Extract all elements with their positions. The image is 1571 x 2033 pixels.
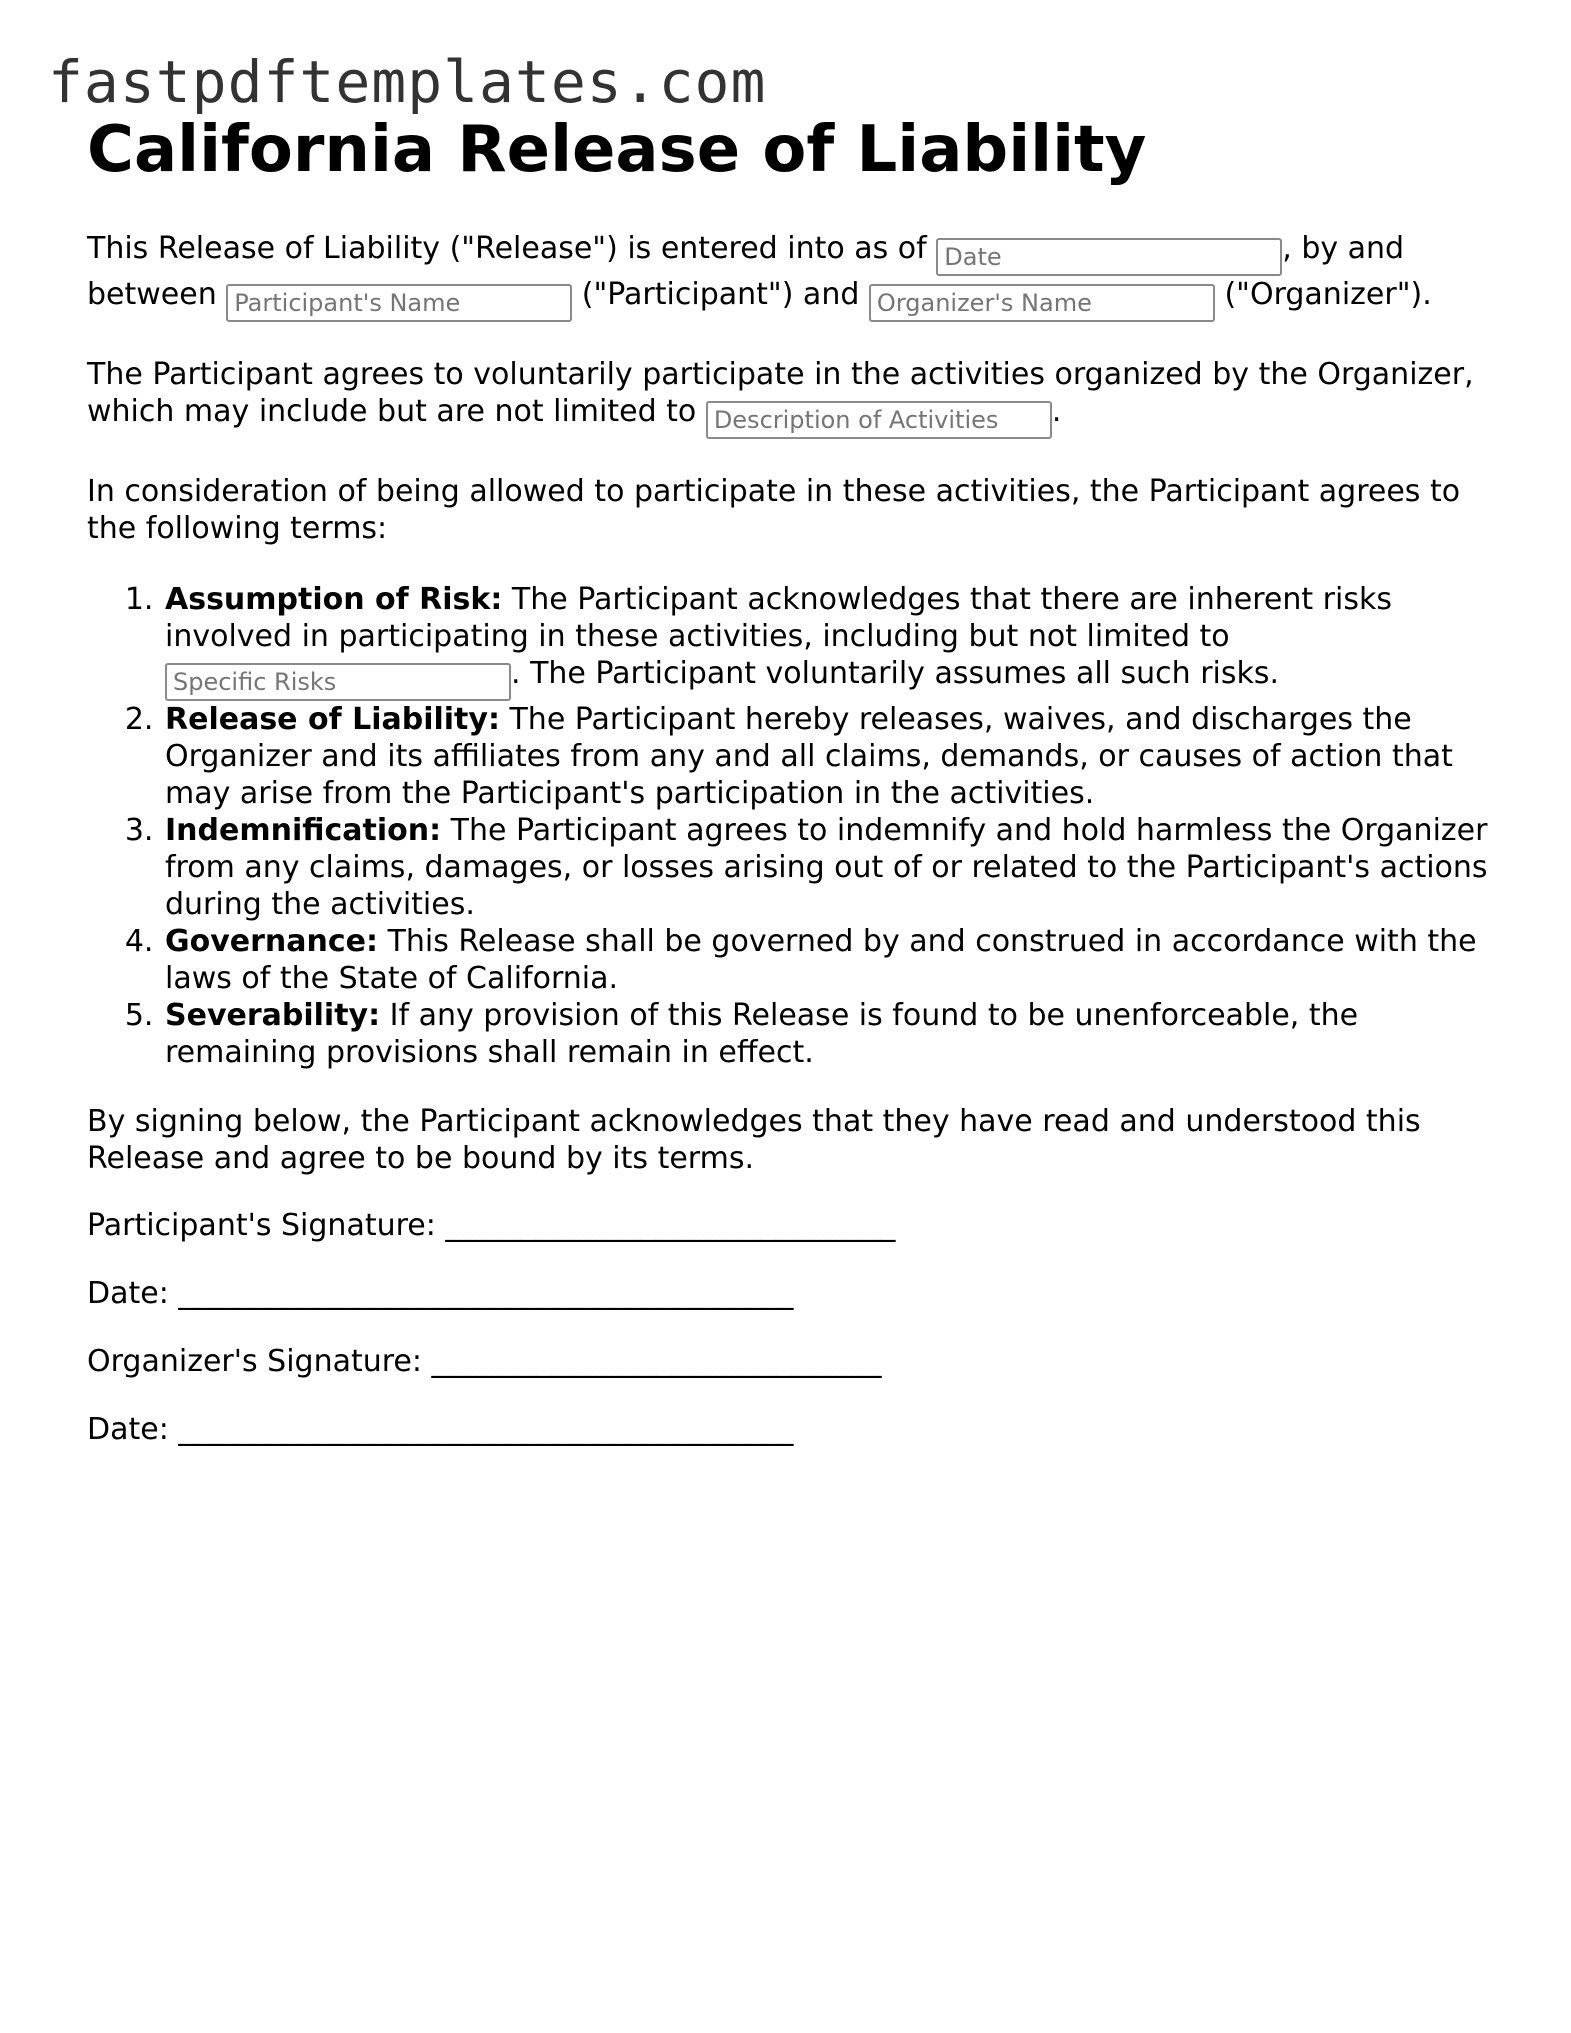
- terms-list: [87, 581, 1507, 1071]
- organizer-date-line: Date: _________________________________________: [87, 1412, 794, 1447]
- participant-signature-line: Participant's Signature: ______________________________: [87, 1208, 896, 1243]
- term-item-release-of-liability: [163, 701, 1507, 812]
- term-text: The Participant agrees to indemnify and hold harmless the Organizer from any claims, damages, or losses arising out of or related to the Participant's actions during the activities.: [165, 813, 1488, 922]
- consideration-paragraph: In consideration of being allowed to participate in these activities, the Participant agrees to the following terms:: [87, 474, 1461, 546]
- term-text: . The Participant voluntarily assumes all such risks.: [511, 656, 1280, 691]
- term-text: This Release shall be governed by and construed in accordance with the laws of the State of California.: [165, 924, 1477, 996]
- activities-text-1: The Participant agrees to voluntarily participate in the activities organized by the Organizer, which may include but are not limited to: [87, 357, 1474, 429]
- term-item-assumption-of-risk: [163, 581, 1507, 701]
- term-item-severability: [163, 997, 1507, 1071]
- intro-text-4: ("Organizer").: [1214, 277, 1432, 312]
- term-heading: Release of Liability:: [165, 702, 500, 737]
- intro-paragraph: [87, 230, 1507, 322]
- term-text: The Participant hereby releases, waives, and discharges the Organizer and its affiliates from any and all claims, demands, or causes of action that may arise from the Participant's participation in the activities.: [165, 702, 1453, 811]
- term-item-governance: [163, 923, 1507, 997]
- date-field[interactable]: [936, 238, 1282, 276]
- intro-text-1: This Release of Liability ("Release") is entered into as of: [87, 231, 937, 266]
- organizer-name-field[interactable]: [869, 284, 1215, 322]
- organizer-signature-line: Organizer's Signature: ______________________________: [87, 1344, 882, 1379]
- term-heading: Indemnification:: [165, 813, 442, 848]
- specific-risks-field[interactable]: [165, 663, 511, 701]
- closing-paragraph: By signing below, the Participant acknowledges that they have read and understood this Release and agree to be bound by its terms.: [87, 1104, 1421, 1176]
- term-heading: Severability:: [165, 998, 381, 1033]
- term-text: If any provision of this Release is found to be unenforceable, the remaining provisions shall remain in effect.: [165, 998, 1359, 1070]
- watermark-text: fastpdftemplates.com: [48, 48, 767, 116]
- activities-text-2: .: [1051, 394, 1062, 429]
- intro-text-3: ("Participant") and: [572, 277, 869, 312]
- page-title: California Release of Liability: [87, 113, 1147, 187]
- activities-description-field[interactable]: [706, 401, 1052, 439]
- term-heading: Assumption of Risk:: [165, 582, 503, 617]
- term-heading: Governance:: [165, 924, 379, 959]
- term-item-indemnification: [163, 812, 1507, 923]
- release-document: [87, 110, 1507, 1448]
- participant-name-field[interactable]: [226, 284, 572, 322]
- term-text: The Participant acknowledges that there are inherent risks involved in participating in these activities, including but not limited to: [165, 582, 1392, 654]
- intro-text-2: , by and between: [87, 231, 1405, 312]
- participant-date-line: Date: _________________________________________: [87, 1276, 794, 1311]
- activities-paragraph: [87, 356, 1507, 439]
